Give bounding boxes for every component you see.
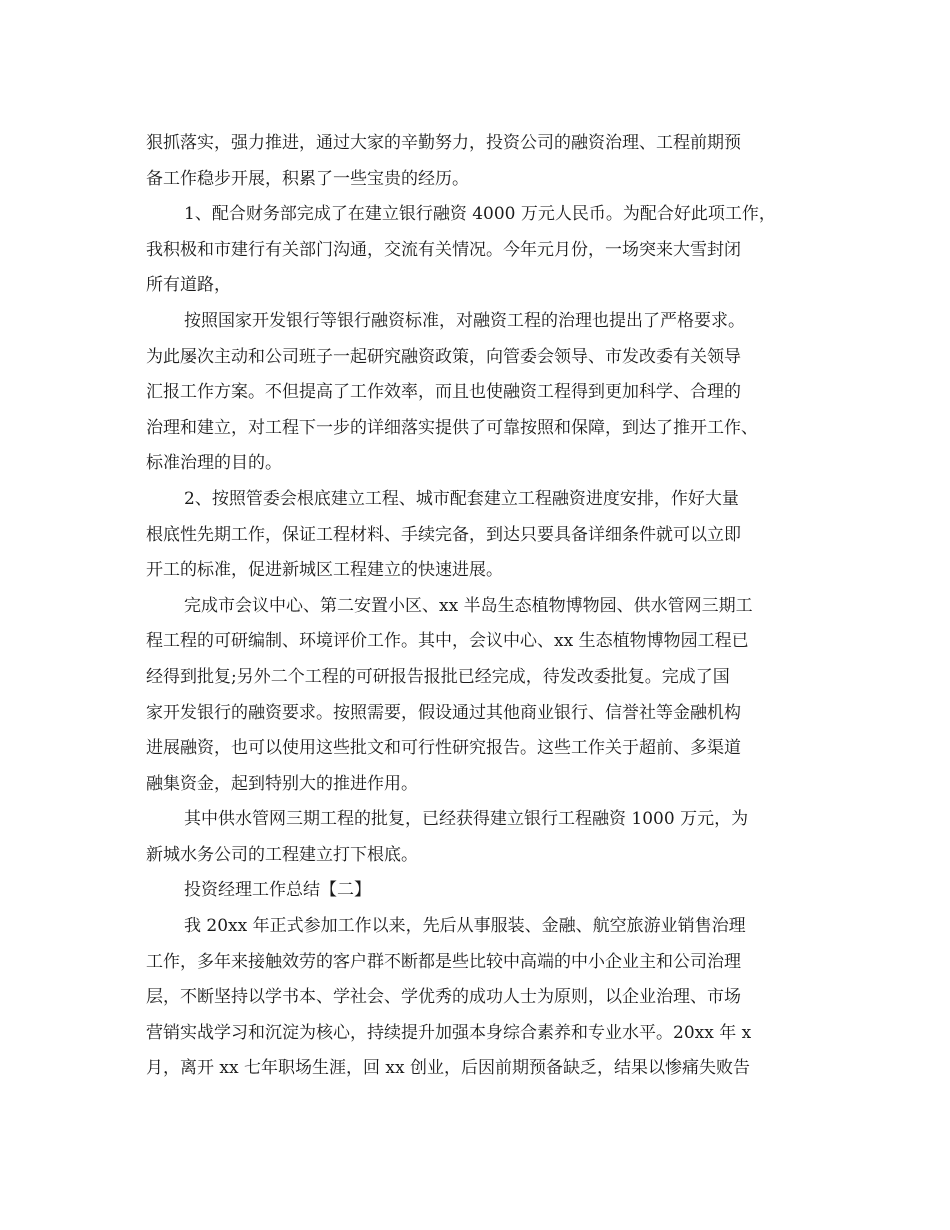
text-line: 投资经理工作总结【二】: [184, 880, 371, 901]
text-line: 所有道路，: [146, 275, 231, 296]
text-line: 按照国家开发银行等银行融资标准，对融资工程的治理也提出了严格要求。: [184, 310, 745, 331]
text-line: 月，离开 xx 七年职场生涯，回 xx 创业，后因前期预备缺乏，结果以惨痛失败告: [146, 1058, 750, 1079]
text-line: 营销实战学习和沉淀为核心，持续提升加强本身综合素养和专业水平。20xx 年 x: [146, 1022, 752, 1043]
text-line: 层，不断坚持以学书本、学社会、学优秀的成功人士为原则，以企业治理、市场: [146, 987, 741, 1008]
text-line: 其中供水管网三期工程的批复，已经获得建立银行工程融资 1000 万元，为: [184, 809, 749, 830]
text-line: 开工的标准，促进新城区工程建立的快速进展。: [146, 560, 503, 581]
text-line: 我 20xx 年正式参加工作以来，先后从事服装、金融、航空旅游业销售治理: [184, 916, 746, 937]
text-line: 狠抓落实，强力推进，通过大家的辛勤努力，投资公司的融资治理、工程前期预: [146, 133, 741, 153]
text-line: 完成市会议中心、第二安置小区、xx 半岛生态植物博物园、供水管网三期工: [184, 595, 753, 616]
text-line: 根底性先期工作，保证工程材料、手续完备，到达只要具备详细条件就可以立即: [146, 524, 741, 545]
text-line: 经得到批复;另外二个工程的可研报告报批已经完成，待发改委批复。完成了国: [146, 666, 730, 687]
text-line: 备工作稳步开展，积累了一些宝贵的经历。: [146, 168, 469, 189]
text-line: 标准治理的目的。: [146, 453, 282, 474]
text-line: 为此屡次主动和公司班子一起研究融资政策，向管委会领导、市发改委有关领导: [146, 346, 741, 367]
text-line: 程工程的可研编制、环境评价工作。其中，会议中心、xx 生态植物博物园工程已: [146, 631, 749, 652]
text-line: 汇报工作方案。不但提高了工作效率，而且也使融资工程得到更加科学、合理的: [146, 382, 741, 403]
text-line: 工作，多年来接触效劳的客户群不断都是些比较中高端的中小企业主和公司治理: [146, 951, 741, 972]
text-line: 我积极和市建行有关部门沟通，交流有关情况。今年元月份，一场突来大雪封闭: [146, 239, 741, 260]
text-line: 治理和建立，对工程下一步的详细落实提供了可靠按照和保障，到达了推开工作、: [146, 417, 758, 438]
text-line: 家开发银行的融资要求。按照需要，假设通过其他商业银行、信誉社等金融机构: [146, 702, 741, 723]
document-body: [146, 126, 826, 1087]
text-line: 进展融资，也可以使用这些批文和可行性研究报告。这些工作关于超前、多渠道: [146, 738, 741, 759]
text-line: 2、按照管委会根底建立工程、城市配套建立工程融资进度安排，作好大量: [184, 488, 739, 509]
text-line: 1、配合财务部完成了在建立银行融资 4000 万元人民币。为配合好此项工作，: [184, 204, 776, 225]
text-line: 新城水务公司的工程建立打下根底。: [146, 844, 418, 865]
text-line: 融集资金，起到特别大的推进作用。: [146, 773, 418, 794]
